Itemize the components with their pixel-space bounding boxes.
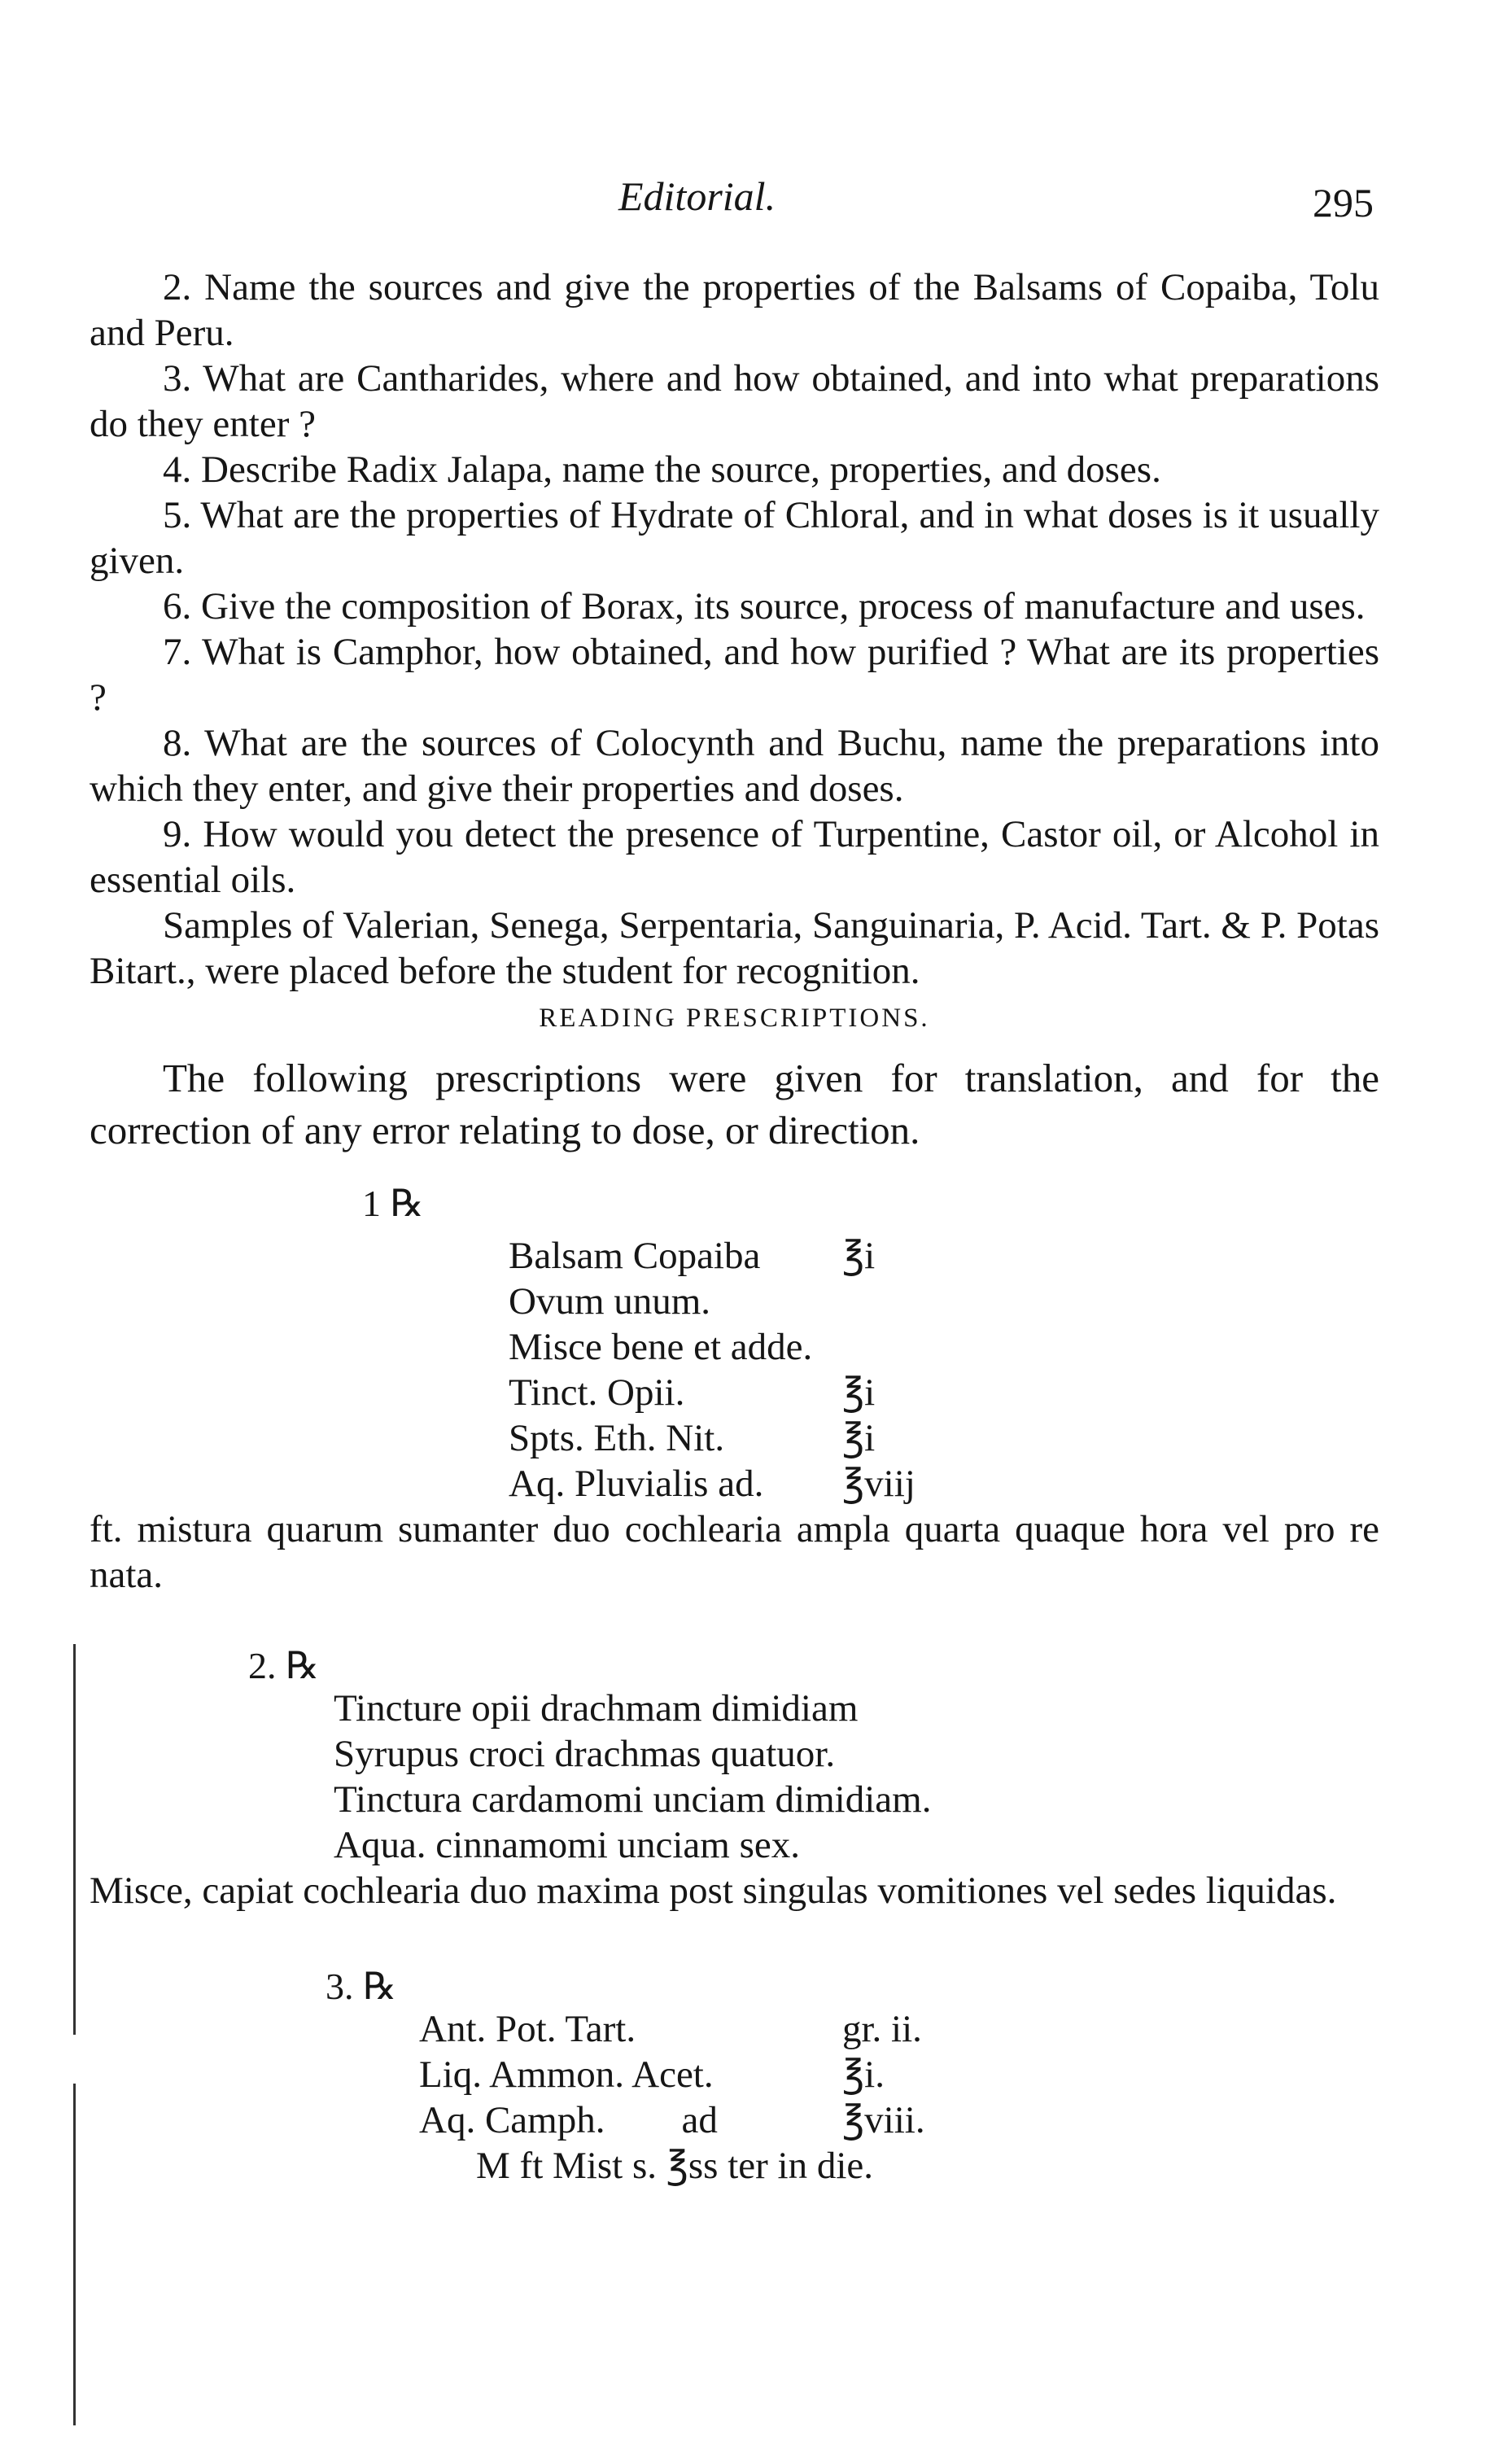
prescription-directions: ft. mistura quarum sumanter duo cochlearia ampla quarta quaque hora vel pro re nata. xyxy=(90,1508,1379,1596)
ingredient-name: Aqua. cinnamomi unciam sex. xyxy=(334,1824,800,1866)
ingredient-line xyxy=(419,2006,1379,2052)
samples-paragraph: Samples of Valerian, Senega, Serpentaria, Sanguinaria, P. Acid. Tart. & P. Potas Bitart., were placed before the student for recognition. xyxy=(90,904,1379,992)
ingredient-line xyxy=(419,2052,1379,2097)
ingredient-line xyxy=(509,1279,1379,1324)
intro-paragraph: The following prescriptions were given for translation, and for the correction of any error relating to dose, or direction. xyxy=(90,1056,1379,1152)
ingredient-line xyxy=(509,1461,1379,1507)
question-4: 4. Describe Radix Jalapa, name the source, properties, and doses. xyxy=(163,448,1161,491)
question-8: 8. What are the sources of Colocynth and Buchu, name the preparations into which they enter, and give their properties and doses. xyxy=(90,722,1379,810)
page-header xyxy=(0,173,1512,238)
ingredient-name: Tinct. Opii. xyxy=(509,1371,685,1414)
ingredient-name: Ant. Pot. Tart. xyxy=(419,2008,636,2050)
ingredient-line xyxy=(334,1731,1379,1777)
question-3: 3. What are Cantharides, where and how obtained, and into what preparations do they enter ? xyxy=(90,357,1379,445)
ingredient-name: Liq. Ammon. Acet. xyxy=(419,2053,714,2096)
running-title: Editorial. xyxy=(618,173,776,219)
ingredient-name: Syrupus croci drachmas quatuor. xyxy=(334,1733,836,1775)
prescription-2 xyxy=(90,1643,1379,1913)
ingredient-line xyxy=(509,1415,1379,1461)
page-body xyxy=(90,265,1379,2189)
ingredient-line xyxy=(419,2097,1379,2143)
ingredient-quantity: ℥viij xyxy=(842,1463,916,1505)
ingredient-name: Misce bene et adde. xyxy=(509,1326,813,1368)
ingredient-quantity: ℥i. xyxy=(842,2053,885,2096)
prescription-number: 1 ℞ xyxy=(362,1183,424,1224)
question-5: 5. What are the properties of Hydrate of Chloral, and in what doses is it usually given. xyxy=(90,494,1379,582)
ingredient-line xyxy=(509,1233,1379,1279)
ingredient-name: Balsam Copaiba xyxy=(509,1235,761,1277)
ingredient-line xyxy=(509,1370,1379,1415)
prescription-directions: M ft Mist s. ℥ss ter in die. xyxy=(476,2145,874,2187)
ingredient-name: Tinctura cardamomi unciam dimidiam. xyxy=(334,1778,932,1821)
ingredient-quantity: gr. ii. xyxy=(842,2008,922,2050)
margin-rule xyxy=(73,2084,76,2425)
question-2: 2. Name the sources and give the properties of the Balsams of Copaiba, Tolu and Peru. xyxy=(90,266,1379,354)
question-6: 6. Give the composition of Borax, its source, process of manufacture and uses. xyxy=(163,585,1366,628)
ingredient-list xyxy=(419,2006,1379,2189)
ingredient-line xyxy=(334,1822,1379,1868)
prescription-directions: Misce, capiat cochlearia duo maxima post singulas vomitiones vel sedes liquidas. xyxy=(90,1870,1337,1912)
ingredient-name: Aq. Pluvialis ad. xyxy=(509,1463,764,1505)
ingredient-line xyxy=(334,1777,1379,1822)
ingredient-quantity: ℥viii. xyxy=(842,2099,925,2141)
prescription-3 xyxy=(90,1964,1379,2189)
ingredient-line xyxy=(334,1686,1379,1731)
ingredient-name: Ovum unum. xyxy=(509,1280,711,1323)
ingredient-name: Spts. Eth. Nit. xyxy=(509,1417,725,1459)
ingredient-quantity: ℥i xyxy=(842,1371,876,1414)
page-number: 295 xyxy=(1313,180,1374,225)
section-heading: READING PRESCRIPTIONS. xyxy=(539,1004,930,1033)
ingredient-quantity: ℥i xyxy=(842,1235,876,1277)
question-7: 7. What is Camphor, how obtained, and how purified ? What are its properties ? xyxy=(90,631,1379,719)
prescription-number: 2. ℞ xyxy=(248,1645,320,1686)
ingredient-quantity: ℥i xyxy=(842,1417,876,1459)
ingredient-line xyxy=(509,1324,1379,1370)
prescription-1 xyxy=(90,1181,1379,1598)
question-9: 9. How would you detect the presence of Turpentine, Castor oil, or Alcohol in essential oils. xyxy=(90,813,1379,901)
prescription-number: 3. ℞ xyxy=(326,1966,397,2007)
margin-rule xyxy=(73,1644,76,2035)
ingredient-list xyxy=(334,1686,1379,1868)
ingredient-list xyxy=(509,1233,1379,1507)
ingredient-name: Aq. Camph. ad xyxy=(419,2099,718,2141)
ingredient-name: Tincture opii drachmam dimidiam xyxy=(334,1687,859,1730)
